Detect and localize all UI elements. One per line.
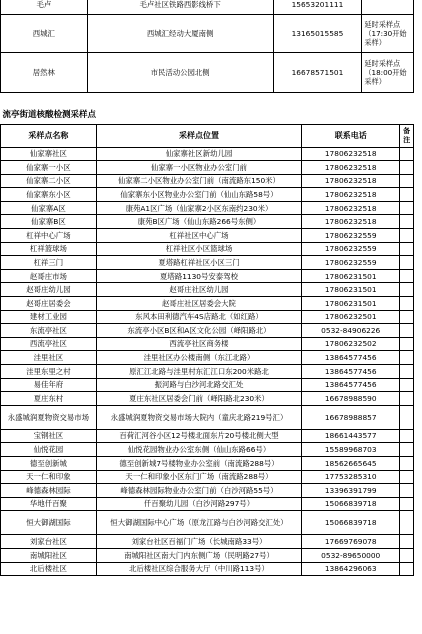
table-row xyxy=(1,324,414,338)
cell-phone: 13864577456 xyxy=(302,351,400,365)
table-row xyxy=(1,365,414,379)
table-row xyxy=(1,351,414,365)
cell-phone: 17806231501 xyxy=(302,269,400,283)
cell-location: 康苑A1区广场（仙家寨2小区东南约230米） xyxy=(96,201,301,215)
table-row xyxy=(1,256,414,270)
table-row xyxy=(1,405,414,429)
cell-name: 赵哥庄幼儿园 xyxy=(1,283,97,297)
cell-name: 南城阳社区 xyxy=(1,548,97,562)
cell-phone: 18562665645 xyxy=(302,456,400,470)
cell-location: 仙家寨社区新幼儿园 xyxy=(96,147,301,161)
cell-phone: 17806232559 xyxy=(302,256,400,270)
cell-note xyxy=(400,470,414,484)
cell-location: 夏庄东社区居委会门前（峄阳路北230米） xyxy=(96,392,301,406)
cell-location: 杠祥社区中心广场 xyxy=(96,229,301,243)
cell-phone: 15066839718 xyxy=(302,497,400,511)
cell-note xyxy=(400,147,414,161)
cell-phone: 17806232501 xyxy=(302,310,400,324)
table-row xyxy=(1,337,414,351)
cell-phone: 17806232518 xyxy=(302,147,400,161)
cell-location: 百荷汇河谷小区12号楼北面东片20号楼北侧大型 xyxy=(96,429,301,443)
cell-name: 天一仁和印象 xyxy=(1,470,97,484)
cell-note xyxy=(400,562,414,576)
table-row xyxy=(1,562,414,576)
top-row xyxy=(1,0,414,15)
cell-phone: 17806232559 xyxy=(302,229,400,243)
top-note: 延时采样点（18:00开始采样） xyxy=(362,53,414,93)
cell-note xyxy=(400,337,414,351)
cell-note xyxy=(400,283,414,297)
cell-name: 易佳年府 xyxy=(1,378,97,392)
cell-phone: 16678988590 xyxy=(302,392,400,406)
cell-name: 夏庄东村 xyxy=(1,392,97,406)
cell-phone: 17806232502 xyxy=(302,337,400,351)
cell-note xyxy=(400,548,414,562)
cell-note xyxy=(400,269,414,283)
table-row xyxy=(1,511,414,535)
cell-note xyxy=(400,174,414,188)
table-row xyxy=(1,229,414,243)
cell-phone: 17806232559 xyxy=(302,242,400,256)
cell-note xyxy=(400,392,414,406)
top-sampling-table xyxy=(0,0,414,93)
table-row xyxy=(1,378,414,392)
cell-note xyxy=(400,215,414,229)
cell-phone: 13864577456 xyxy=(302,378,400,392)
cell-name: 东流亭社区 xyxy=(1,324,97,338)
cell-note xyxy=(400,324,414,338)
table-row xyxy=(1,297,414,311)
cell-note xyxy=(400,429,414,443)
cell-location: 仙家寨东小区物业办公室门前（仙山东路58号） xyxy=(96,188,301,202)
table-row xyxy=(1,283,414,297)
cell-location: 东流亭小区B区和A区文化公园（峄阳路北） xyxy=(96,324,301,338)
cell-location: 北后楼社区综合服务大厅（中川路113号） xyxy=(96,562,301,576)
cell-phone: 17806232518 xyxy=(302,215,400,229)
table-row xyxy=(1,456,414,470)
cell-location: 德至创新城7号楼物业办公室前（南流路288号） xyxy=(96,456,301,470)
cell-note xyxy=(400,256,414,270)
table-row xyxy=(1,147,414,161)
cell-phone: 18661443577 xyxy=(302,429,400,443)
cell-location: 恒大御湖国际中心广场（原龙江路与白沙河路交汇处） xyxy=(96,511,301,535)
cell-name: 刘家台社区 xyxy=(1,535,97,549)
cell-phone: 13396391799 xyxy=(302,484,400,498)
cell-location: 夏塔路杠祥社区小区三门 xyxy=(96,256,301,270)
cell-location: 赵哥庄社区幼儿园 xyxy=(96,283,301,297)
table-row xyxy=(1,161,414,175)
cell-phone: 17806231501 xyxy=(302,283,400,297)
table-row xyxy=(1,443,414,457)
cell-location: 永盛城润夏物资交易市场大院内（童庆北路219号汇） xyxy=(96,405,301,429)
cell-location: 南城阳社区南大门内东侧广场（民明路27号） xyxy=(96,548,301,562)
table-row xyxy=(1,188,414,202)
top-name: 毛卢 xyxy=(1,0,88,15)
cell-location: 康苑B区广场（仙山东路266号东侧） xyxy=(96,215,301,229)
header-name: 采样点名称 xyxy=(1,124,97,147)
cell-phone: 13864577456 xyxy=(302,365,400,379)
section-title: 流亭街道核酸检测采样点 xyxy=(1,108,414,124)
table-row xyxy=(1,548,414,562)
cell-location: 峰德森林园际物业办公室门前（白沙河路55号） xyxy=(96,484,301,498)
top-name: 居然林 xyxy=(1,53,88,93)
cell-phone: 15589968703 xyxy=(302,443,400,457)
cell-note xyxy=(400,242,414,256)
cell-name: 杠祥三门 xyxy=(1,256,97,270)
cell-location: 杠祥社区小区篮球场 xyxy=(96,242,301,256)
cell-location: 仟百聚幼儿园（白沙河路297号） xyxy=(96,497,301,511)
cell-name: 仙家寨社区 xyxy=(1,147,97,161)
top-location: 西城汇经动大厦南侧 xyxy=(87,15,273,53)
cell-note xyxy=(400,378,414,392)
cell-phone: 0532-84906226 xyxy=(302,324,400,338)
top-note xyxy=(362,0,414,15)
cell-phone: 17806232518 xyxy=(302,188,400,202)
cell-note xyxy=(400,484,414,498)
cell-phone: 17806232518 xyxy=(302,161,400,175)
cell-phone: 15066839718 xyxy=(302,511,400,535)
cell-name: 仙家寨B区 xyxy=(1,215,97,229)
sampling-points-table xyxy=(0,108,414,576)
cell-location: 天一仁和印象小区东门广场（南流路288号） xyxy=(96,470,301,484)
cell-location: 原汇江北路与洼里村东汇江口东200米路北 xyxy=(96,365,301,379)
cell-name: 仙悦花园 xyxy=(1,443,97,457)
cell-name: 北后楼社区 xyxy=(1,562,97,576)
table-row xyxy=(1,174,414,188)
cell-phone: 13864296063 xyxy=(302,562,400,576)
cell-note xyxy=(400,188,414,202)
cell-location: 仙悦花园物业办公室东侧（仙山东路66号） xyxy=(96,443,301,457)
cell-phone: 0532-89650000 xyxy=(302,548,400,562)
cell-location: 东风本田利德汽车4S店路北（如红路） xyxy=(96,310,301,324)
cell-name: 西流亭社区 xyxy=(1,337,97,351)
table-row xyxy=(1,392,414,406)
table-row xyxy=(1,497,414,511)
cell-name: 永盛城润夏物资交易市场 xyxy=(1,405,97,429)
cell-note xyxy=(400,365,414,379)
cell-note xyxy=(400,229,414,243)
top-row xyxy=(1,15,414,53)
header-phone: 联系电话 xyxy=(302,124,400,147)
top-phone: 15653201111 xyxy=(273,0,362,15)
cell-name: 华地仟百聚 xyxy=(1,497,97,511)
cell-name: 峰德森林园际 xyxy=(1,484,97,498)
cell-location: 仙家寨二小区物业办公室门前（南流路东150米） xyxy=(96,174,301,188)
header-location: 采样点位置 xyxy=(96,124,301,147)
cell-note xyxy=(400,351,414,365)
cell-name: 赵哥庄市场 xyxy=(1,269,97,283)
table-row xyxy=(1,484,414,498)
cell-note xyxy=(400,511,414,535)
cell-name: 恒大御湖国际 xyxy=(1,511,97,535)
cell-location: 夏塔路1130号安泰驾校 xyxy=(96,269,301,283)
cell-name: 建材工业园 xyxy=(1,310,97,324)
cell-name: 杠祥中心广场 xyxy=(1,229,97,243)
cell-name: 德至创新城 xyxy=(1,456,97,470)
cell-name: 杠祥篮球场 xyxy=(1,242,97,256)
cell-note xyxy=(400,456,414,470)
cell-name: 仙家寨东小区 xyxy=(1,188,97,202)
top-row xyxy=(1,53,414,93)
cell-note xyxy=(400,310,414,324)
cell-note xyxy=(400,497,414,511)
table-row xyxy=(1,201,414,215)
cell-location: 洼里社区办公楼南侧（东江北路） xyxy=(96,351,301,365)
table-row xyxy=(1,470,414,484)
cell-name: 仙家寨一小区 xyxy=(1,161,97,175)
table-row xyxy=(1,429,414,443)
cell-phone: 17669769078 xyxy=(302,535,400,549)
table-row xyxy=(1,310,414,324)
cell-name: 赵哥庄居委会 xyxy=(1,297,97,311)
cell-name: 仙家寨二小区 xyxy=(1,174,97,188)
cell-location: 西流亭社区商务楼 xyxy=(96,337,301,351)
cell-name: 仙家寨A区 xyxy=(1,201,97,215)
cell-note xyxy=(400,201,414,215)
top-location: 市民活动公园北侧 xyxy=(87,53,273,93)
top-phone: 13165015585 xyxy=(273,15,362,53)
top-note: 延时采样点（17:30开始采样） xyxy=(362,15,414,53)
cell-phone: 17753285310 xyxy=(302,470,400,484)
table-row xyxy=(1,535,414,549)
cell-note xyxy=(400,535,414,549)
cell-phone: 17806231501 xyxy=(302,297,400,311)
cell-name: 洼里社区 xyxy=(1,351,97,365)
top-location: 毛卢社区铁路西影线桥下 xyxy=(87,0,273,15)
table-row xyxy=(1,215,414,229)
header-note: 备注 xyxy=(400,124,414,147)
cell-phone: 17806232518 xyxy=(302,201,400,215)
cell-phone: 17806232518 xyxy=(302,174,400,188)
table-row xyxy=(1,242,414,256)
cell-note xyxy=(400,297,414,311)
cell-location: 赵哥庄社区居委会大院 xyxy=(96,297,301,311)
table-row xyxy=(1,269,414,283)
cell-note xyxy=(400,405,414,429)
cell-name: 宝钢社区 xyxy=(1,429,97,443)
top-phone: 16678571501 xyxy=(273,53,362,93)
cell-phone: 16678988857 xyxy=(302,405,400,429)
top-name: 西城汇 xyxy=(1,15,88,53)
cell-name: 洼里东里之村 xyxy=(1,365,97,379)
cell-location: 仙家寨一小区物业办公室门前 xyxy=(96,161,301,175)
cell-location: 刘家台社区百福门广场（长城南路33号） xyxy=(96,535,301,549)
cell-note xyxy=(400,161,414,175)
cell-note xyxy=(400,443,414,457)
cell-location: 振河路与白沙河北路交汇处 xyxy=(96,378,301,392)
